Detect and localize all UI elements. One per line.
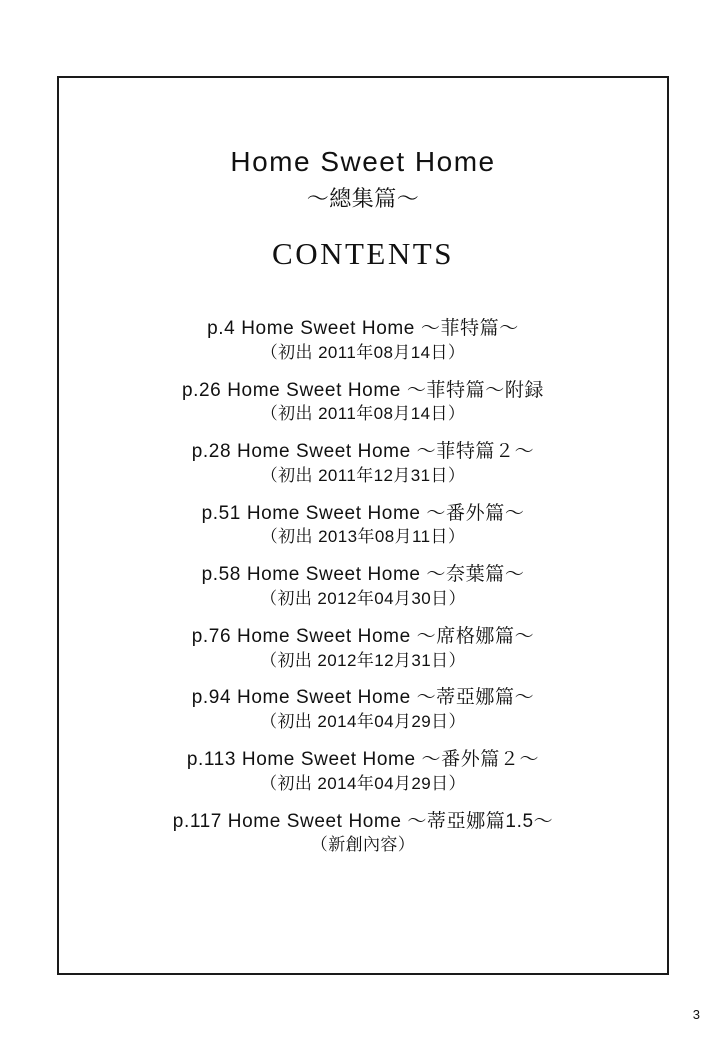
toc-entry-title: p.76 Home Sweet Home 〜席格娜篇〜 xyxy=(191,625,535,647)
contents-heading: CONTENTS xyxy=(272,236,454,271)
toc-entry-title: p.58 Home Sweet Home 〜奈葉篇〜 xyxy=(201,564,525,586)
frame-inner xyxy=(59,78,667,973)
toc-entry-title: p.51 Home Sweet Home 〜番外篇〜 xyxy=(201,502,525,524)
list-item xyxy=(59,501,667,550)
list-item xyxy=(59,747,667,796)
toc-entry-title: p.28 Home Sweet Home 〜菲特篇２〜 xyxy=(191,441,535,463)
toc-entry-note: （初出 2012年12月31日） xyxy=(260,650,466,670)
list-item xyxy=(59,624,667,673)
toc-entry-title: p.113 Home Sweet Home 〜番外篇２〜 xyxy=(186,749,540,771)
page-number: 3 xyxy=(692,1007,700,1022)
toc-entry-title: p.4 Home Sweet Home 〜菲特篇〜 xyxy=(207,318,519,339)
toc-entry-note: （初出 2013年08月11日） xyxy=(260,527,466,547)
toc-entry-note: （新創內容） xyxy=(310,835,416,855)
page-title: Home Sweet Home xyxy=(230,146,496,177)
list-item xyxy=(59,378,667,427)
toc-entry-note: （初出 2011年12月31日） xyxy=(260,465,466,485)
toc-entry-note: （初出 2011年08月14日） xyxy=(260,404,466,424)
toc-entry-title: p.26 Home Sweet Home 〜菲特篇〜附録 xyxy=(181,379,545,401)
list-item xyxy=(59,562,667,611)
list-item xyxy=(59,439,667,488)
title-block xyxy=(59,146,667,213)
list-item xyxy=(59,316,667,365)
toc-entry-note: （初出 2011年08月14日） xyxy=(260,342,466,362)
toc-entry-note: （初出 2012年04月30日） xyxy=(260,588,466,608)
list-item xyxy=(59,685,667,734)
toc-entry-note: （初出 2014年04月29日） xyxy=(260,712,466,732)
table-of-contents xyxy=(59,316,667,870)
content-frame xyxy=(57,76,669,975)
toc-entry-title: p.117 Home Sweet Home 〜蒂亞娜篇1.5〜 xyxy=(172,810,554,832)
page-subtitle: 〜總集篇〜 xyxy=(306,186,420,212)
list-item xyxy=(59,809,667,858)
toc-entry-note: （初出 2014年04月29日） xyxy=(260,773,466,793)
toc-entry-title: p.94 Home Sweet Home 〜蒂亞娜篇〜 xyxy=(191,687,535,709)
